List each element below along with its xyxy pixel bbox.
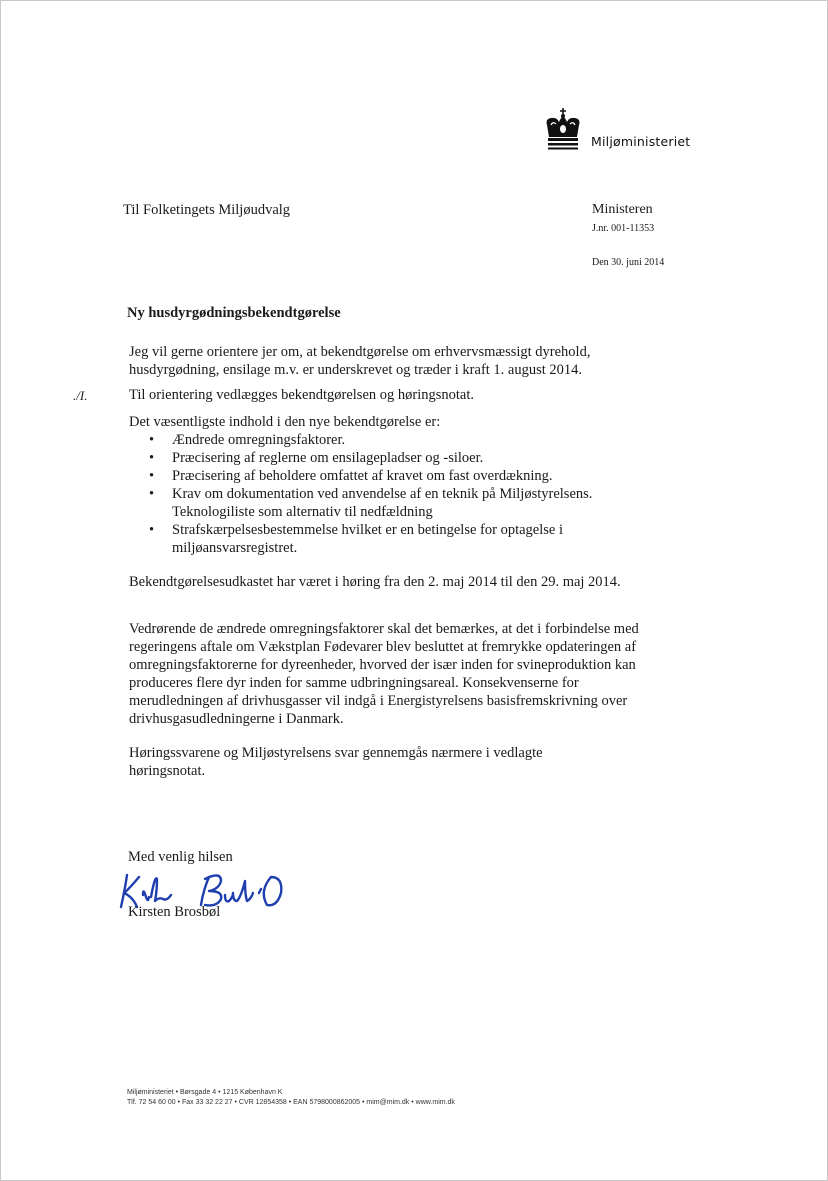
list-intro: Det væsentligste indhold i den nye bekendtgørelse er:: [129, 414, 441, 430]
enclosure-margin-mark: ./I.: [73, 388, 88, 403]
factors-paragraph: Vedrørende de ændrede omregningsfaktorer skal det bemærkes, at det i forbindelse med regeringens aftale om Vækstplan Fødevarer blev besluttet at fremrykke opdateringen af omregningsfaktorerne for dyreenheder, hvorved der især inden for svineproduktion kan produceres flere dyr inden for samme udbringningsareal. Konsekvenserne for merudledningen af drivhusgasser vil indgå i Energistyrelsens basisfremskrivning over drivhusgasudledningerne i Danmark.: [129, 621, 639, 727]
hearing-paragraph: Bekendtgørelsesudkastet har været i høring fra den 2. maj 2014 til den 29. maj 2014.: [129, 574, 621, 590]
subject-heading: Ny husdyrgødningsbekendtgørelse: [127, 305, 341, 321]
reference-number: J.nr. 001-11353: [592, 223, 655, 234]
letter-date: Den 30. juni 2014: [592, 257, 665, 268]
signer-name: Kirsten Brosbøl: [128, 904, 221, 920]
footer: [127, 1088, 455, 1108]
ministry-name: Miljøministeriet: [591, 134, 691, 149]
recipient: Til Folketingets Miljøudvalg: [123, 202, 291, 218]
footer-address: Miljøministeriet • Børsgade 4 • 1215 København K: [127, 1089, 283, 1096]
list-item: • Præcisering af reglerne om ensilagepladser og -siloer.: [129, 449, 669, 467]
intro-paragraph: Jeg vil gerne orientere jer om, at bekendtgørelse om erhvervsmæssigt dyrehold, husdyrgødning, ensilage m.v. er underskrevet og træder i kraft 1. august 2014.: [129, 344, 591, 378]
list-item: • Strafskærpelsesbestemmelse hvilket er en betingelse for optagelse i miljøansvarsregistret.: [129, 521, 612, 557]
content-list: [129, 431, 669, 557]
footer-contact: Tlf. 72 54 60 00 • Fax 33 32 22 27 • CVR 12854358 • EAN 5798000862005 • mim@mim.dk • www.mim.dk: [127, 1099, 455, 1106]
closing-greeting: Med venlig hilsen: [128, 849, 233, 865]
enclosure-paragraph: Til orientering vedlægges bekendtgørelsen og høringsnotat.: [129, 387, 474, 403]
list-item: • Præcisering af beholdere omfattet af kravet om fast overdækning.: [129, 467, 669, 485]
sender-title: Ministeren: [592, 202, 653, 217]
responses-paragraph: Høringssvarene og Miljøstyrelsens svar gennemgås nærmere i vedlagte høringsnotat.: [129, 745, 543, 779]
crown-icon: [541, 107, 585, 153]
list-item: • Krav om dokumentation ved anvendelse af en teknik på Miljøstyrelsens. Teknologiliste som alternativ til nedfældning: [129, 485, 642, 521]
list-item: • Ændrede omregningsfaktorer.: [129, 431, 669, 449]
